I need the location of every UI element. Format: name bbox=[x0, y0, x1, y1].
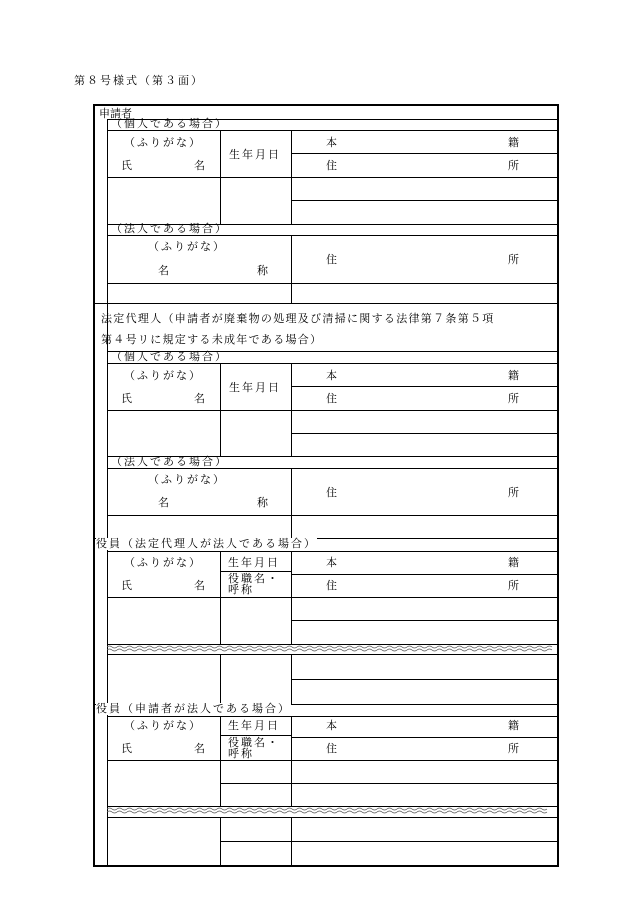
legal-rep-domicile-right: 籍 bbox=[508, 369, 519, 382]
officers-rep-name-right: 名 bbox=[194, 579, 205, 592]
applicant-name-right: 名 bbox=[194, 159, 205, 172]
applicant-individual-label: （個人である場合） bbox=[111, 117, 228, 130]
legal-rep-domicile-left: 本 bbox=[326, 369, 337, 382]
officers-app-address-left: 住 bbox=[326, 742, 337, 755]
applicant-corporate-label: （法人である場合） bbox=[111, 222, 228, 235]
applicant-corp-address-right: 所 bbox=[508, 253, 519, 266]
legal-rep-name-left: 氏 bbox=[121, 392, 132, 405]
omission-wave-2 bbox=[107, 807, 557, 814]
applicant-domicile-left: 本 bbox=[326, 136, 337, 149]
legal-rep-corp-address-right: 所 bbox=[508, 486, 519, 499]
officers-rep-address-left: 住 bbox=[326, 579, 337, 592]
applicant-corp-furigana: （ふりがな） bbox=[148, 240, 226, 253]
officers-rep-domicile-right: 籍 bbox=[508, 556, 519, 569]
form-title: 第８号様式（第３面） bbox=[74, 74, 204, 87]
officers-rep-title-line1: 役職名・ bbox=[228, 572, 280, 585]
officers-app-domicile-right: 籍 bbox=[508, 719, 519, 732]
applicant-domicile-right: 籍 bbox=[508, 136, 519, 149]
legal-rep-label-line1: 法定代理人（申請者が廃棄物の処理及び清掃に関する法律第７条第５項 bbox=[101, 312, 495, 325]
officers-app-name-left: 氏 bbox=[121, 742, 132, 755]
applicant-corp-name-left: 名 bbox=[158, 264, 169, 277]
officers-app-domicile-left: 本 bbox=[326, 719, 337, 732]
legal-rep-corp-furigana: （ふりがな） bbox=[148, 473, 226, 486]
legal-rep-label-line2: 第４号リに規定する未成年である場合） bbox=[101, 333, 323, 346]
applicant-address-right: 所 bbox=[508, 159, 519, 172]
legal-rep-name-right: 名 bbox=[194, 392, 205, 405]
legal-rep-corp-name-left: 名 bbox=[158, 496, 169, 509]
officers-rep-birthdate: 生年月日 bbox=[228, 556, 280, 569]
officers-rep-domicile-left: 本 bbox=[326, 556, 337, 569]
applicant-name-left: 氏 bbox=[121, 159, 132, 172]
omission-wave-1 bbox=[107, 645, 557, 652]
officers-rep-label: 役員（法定代理人が法人である場合） bbox=[96, 537, 317, 550]
officers-app-title-line2: 呼称 bbox=[228, 747, 254, 760]
officers-rep-address-right: 所 bbox=[508, 579, 519, 592]
applicant-address-left: 住 bbox=[326, 159, 337, 172]
officers-rep-title-line2: 呼称 bbox=[228, 583, 254, 596]
officers-app-label: 役員（申請者が法人である場合） bbox=[96, 702, 291, 715]
applicant-furigana: （ふりがな） bbox=[124, 136, 202, 149]
legal-rep-corp-address-left: 住 bbox=[326, 486, 337, 499]
legal-rep-birthdate: 生年月日 bbox=[229, 381, 281, 394]
officers-app-title-line1: 役職名・ bbox=[228, 736, 280, 749]
legal-rep-address-left: 住 bbox=[326, 392, 337, 405]
officers-app-name-right: 名 bbox=[194, 742, 205, 755]
legal-rep-individual-label: （個人である場合） bbox=[111, 350, 228, 363]
officers-rep-name-left: 氏 bbox=[121, 579, 132, 592]
legal-rep-corporate-label: （法人である場合） bbox=[111, 455, 228, 468]
applicant-birthdate: 生年月日 bbox=[229, 148, 281, 161]
applicant-corp-name-right: 称 bbox=[257, 264, 268, 277]
applicant-corp-address-left: 住 bbox=[326, 253, 337, 266]
officers-rep-furigana: （ふりがな） bbox=[124, 556, 202, 569]
legal-rep-corp-name-right: 称 bbox=[257, 496, 268, 509]
legal-rep-address-right: 所 bbox=[508, 392, 519, 405]
officers-app-address-right: 所 bbox=[508, 742, 519, 755]
applicant-label: 申請者 bbox=[99, 107, 132, 120]
legal-rep-furigana: （ふりがな） bbox=[124, 369, 202, 382]
officers-app-birthdate: 生年月日 bbox=[228, 719, 280, 732]
officers-app-furigana: （ふりがな） bbox=[124, 719, 202, 732]
